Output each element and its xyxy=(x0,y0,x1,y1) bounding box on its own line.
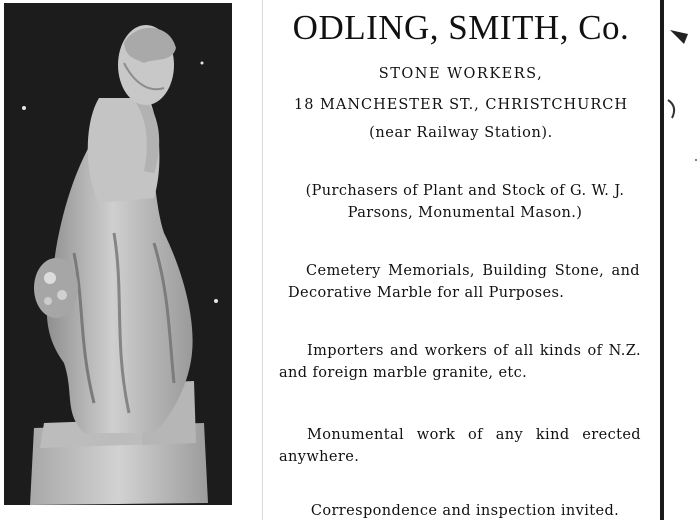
adjacent-column-edge xyxy=(666,0,700,520)
adjacent-column-marks xyxy=(666,0,700,520)
statue-photo xyxy=(4,3,232,505)
location-note: (near Railway Station). xyxy=(369,125,553,141)
purchasers-paragraph: (Purchasers of Plant and Stock of G. W. J. Parsons, Monumental Mason.) xyxy=(305,183,625,221)
address-line: 18 MANCHESTER ST., CHRISTCHURCH xyxy=(293,97,628,113)
statue-image xyxy=(4,3,232,505)
firm-name: ODLING, SMITH, Co. xyxy=(292,8,630,47)
column-divider xyxy=(262,0,263,520)
page-border xyxy=(660,0,664,520)
importers-paragraph: Importers and workers of all kinds of N.Z. and foreign marble granite, etc. xyxy=(279,343,641,381)
products-paragraph: Cemetery Memorials, Building Stone, and Decorative Marble for all Purposes. xyxy=(288,263,640,301)
correspondence-paragraph: Correspondence and inspection invited. xyxy=(310,503,620,519)
trade-line: STONE WORKERS, xyxy=(378,66,544,82)
advertisement xyxy=(276,0,646,520)
monumental-paragraph: Monumental work of any kind erected anywhere. xyxy=(279,427,641,465)
